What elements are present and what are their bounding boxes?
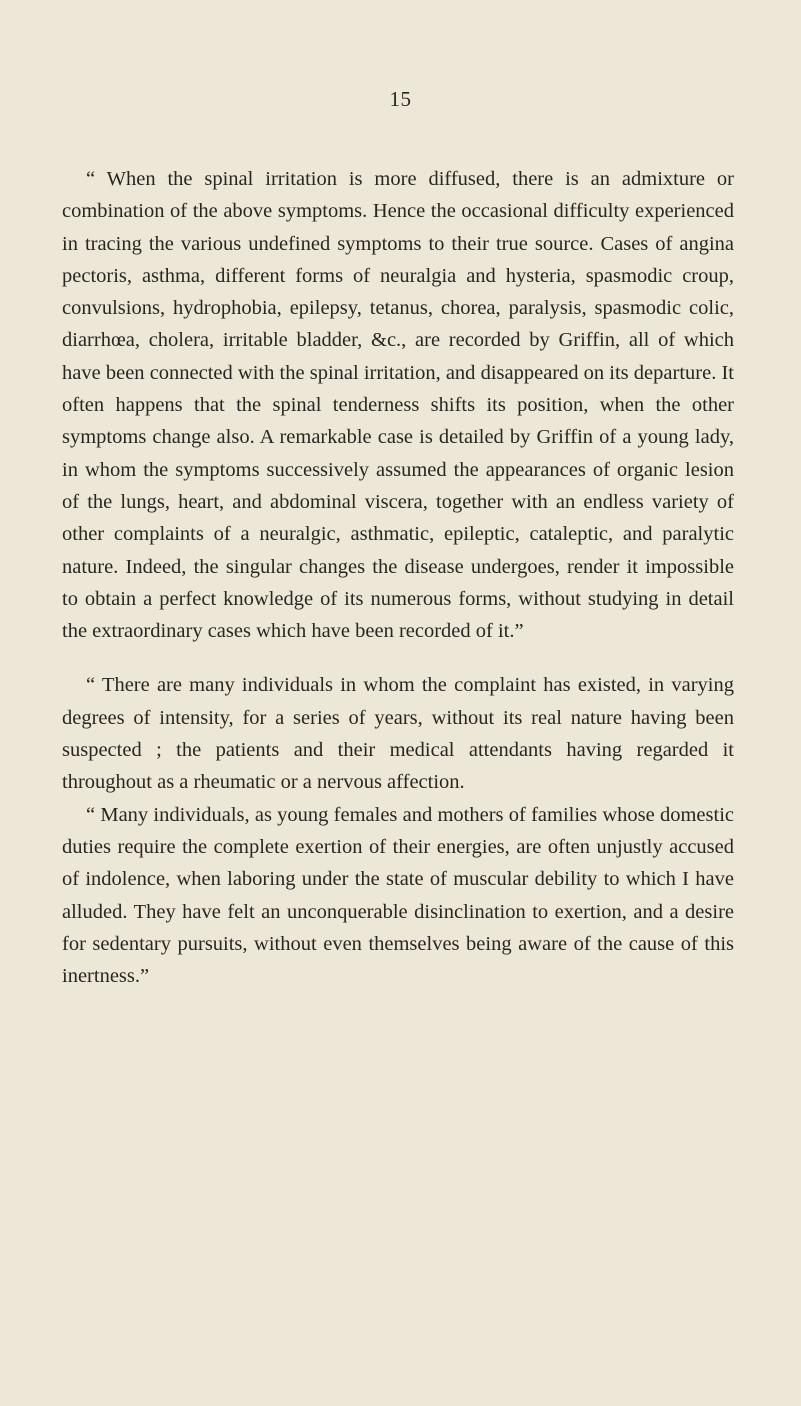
paragraph-spinal-irritation: “ When the spinal irritation is more diffused, there is an admixture or combination of the above symptoms. Hence the occasional difficulty experienced in tracing the various undefined symptoms to their true source. Cases of angina pectoris, asthma, different forms of neuralgia and hysteria, spasmodic croup, convulsions, hydrophobia, epilepsy, tetanus, chorea, paralysis, spasmodic colic, diarrhœa, cholera, irritable bladder, &c., are recorded by Griffin, all of which have been connected with the spinal irritation, and disappeared on its departure. It often happens that the spinal tenderness shifts its position, when the other symptoms change also. A remarkable case is detailed by Griffin of a young lady, in whom the symptoms successively assumed the appearances of organic lesion of the lungs, heart, and abdominal viscera, together with an endless variety of other complaints of a neuralgic, asthmatic, epileptic, cataleptic, and paralytic nature. Indeed, the singular changes the disease undergoes, render it impossible to obtain a perfect knowledge of its numerous forms, without studying in detail the extraordinary cases which have been recorded of it.” [62, 168, 734, 643]
paragraph-young-females-mothers: “ Many individuals, as young females and mothers of families whose domestic duties require the complete exertion of their energies, are often unjustly accused of indolence, when laboring under the state of muscular debility to which I have alluded. They have felt an unconquerable disinclination to exertion, and a desire for sedentary pursuits, without even themselves being aware of the cause of this inertness.” [62, 803, 734, 988]
body-text [62, 163, 734, 992]
page-number: 15 [389, 87, 412, 111]
paragraph-many-individuals-complaint: “ There are many individuals in whom the complaint has existed, in varying degrees of intensity, for a series of years, without its real nature having been suspected ; the patients and their medical attendants having regarded it throughout as a rheumatic or a nervous affection. [62, 674, 734, 794]
